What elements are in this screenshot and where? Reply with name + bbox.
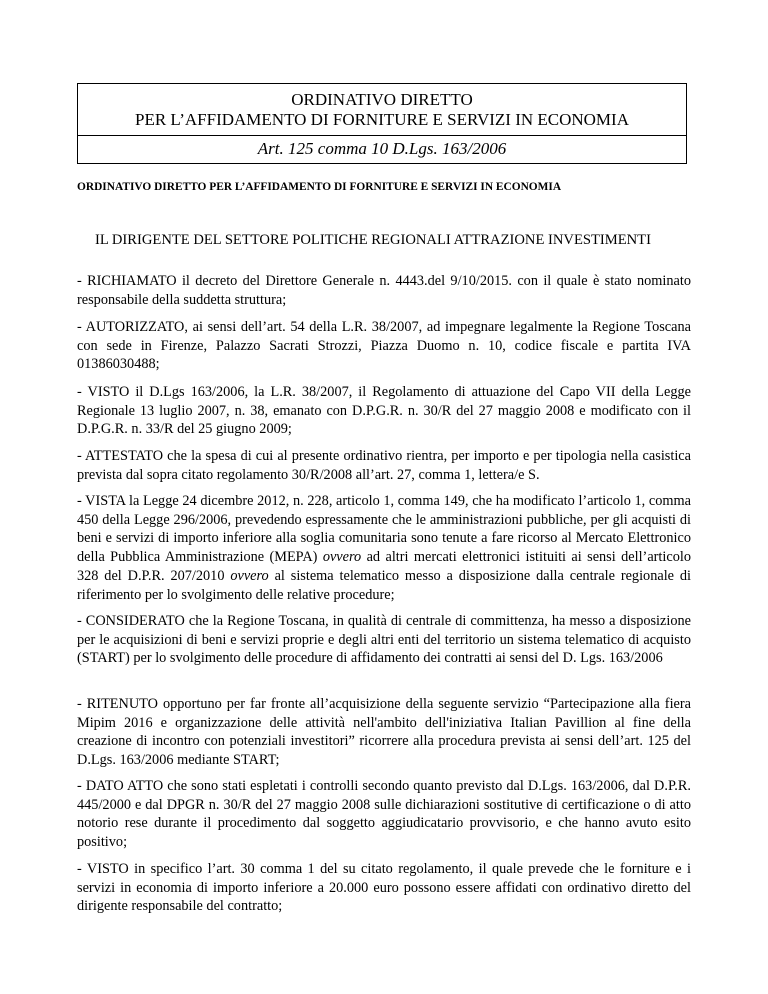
paragraph-dato-atto: - DATO ATTO che sono stati espletati i controlli secondo quanto previsto dal D.Lgs. 163/2006, dal D.P.R. 445/2000 e dal DPGR n. 30/R del 27 maggio 2008 sulle dichiarazioni sostitutive di certificazione o di atto notorio rese durante il procedimento dal soggetto aggiudicatario provvisorio, e che hanno avuto esito positivo;: [77, 778, 691, 851]
paragraph-vista-legge: [77, 492, 691, 604]
paragraph-vista-legge-part-1: - VISTA la Legge 24 dicembre 2012, n. 228, articolo 1, comma 149, che ha modificato l’articolo 1, comma 450 della Legge 296/2006, prevedendo espressamente che le amministrazioni pubbliche, per gli acquisti di beni e servizi di importo inferiore alla soglia comunitaria sono tenute a fare ricorso al Mercato Elettronico della Pubblica Amministrazione (MEPA): [77, 493, 691, 566]
title-line-2: PER L’AFFIDAMENTO DI FORNITURE E SERVIZI IN ECONOMIA: [134, 110, 629, 129]
paragraph-ritenuto: - RITENUTO opportuno per far fronte all’acquisizione della seguente servizio “Partecipazione alla fiera Mipim 2016 e organizzazione delle attività nell'ambito dell'iniziativa Italian Pavillion al fine della creazione di incontro con potenziali investitori” ricorrere alla procedura prevista ai sensi dell’art. 125 del D.Lgs. 163/2006 mediante START;: [77, 696, 691, 769]
title-legal-reference: Art. 125 comma 10 D.Lgs. 163/2006: [257, 139, 507, 158]
paragraph-vista-legge-part-2: ad altri mercati elettronici istituiti ai sensi dell’articolo 328 del D.P.R. 207/2010: [77, 549, 691, 584]
paragraph-vista-legge-ovvero-1: ovvero: [322, 549, 362, 566]
paragraph-vista-legge-part-3: al sistema telematico messo a disposizione dalla centrale regionale di riferimento per lo svolgimento delle relative procedure;: [77, 567, 691, 603]
paragraph-richiamato: - RICHIAMATO il decreto del Direttore Generale n. 4443.del 9/10/2015. con il quale è stato nominato responsabile della suddetta struttura;: [77, 273, 691, 308]
document-subtitle: ORDINATIVO DIRETTO PER L’AFFIDAMENTO DI FORNITURE E SERVIZI IN ECONOMIA: [77, 181, 562, 193]
paragraph-autorizzato: - AUTORIZZATO, ai sensi dell’art. 54 della L.R. 38/2007, ad impegnare legalmente la Regione Toscana con sede in Firenze, Palazzo Sacrati Strozzi, Piazza Duomo n. 10, codice fiscale e partita IVA 01386030488;: [77, 319, 691, 373]
paragraph-vista-legge-ovvero-2: ovvero: [230, 567, 269, 584]
title-box: [77, 83, 687, 164]
paragraph-visto-dlgs: - VISTO il D.Lgs 163/2006, la L.R. 38/2007, il Regolamento di attuazione del Capo VII della Legge Regionale 13 luglio 2007, n. 38, emanato con D.P.G.R. n. 30/R del 27 maggio 2008 e modificato con il D.P.G.R. n. 33/R del 25 giugno 2009;: [77, 384, 691, 438]
issuer-heading: IL DIRIGENTE DEL SETTORE POLITICHE REGIONALI ATTRAZIONE INVESTIMENTI: [95, 232, 651, 248]
paragraph-attestato: - ATTESTATO che la spesa di cui al presente ordinativo rientra, per importo e per tipologia nella casistica prevista dal sopra citato regolamento 30/R/2008 all’art. 27, comma 1, lettera/e S.: [77, 448, 691, 483]
paragraph-visto-art30: - VISTO in specifico l’art. 30 comma 1 del su citato regolamento, il quale prevede che le forniture e i servizi in economia di importo inferiore a 20.000 euro possono essere affidati con ordinativo diretto del dirigente responsabile del contratto;: [77, 861, 691, 915]
paragraph-considerato: - CONSIDERATO che la Regione Toscana, in qualità di centrale di committenza, ha messo a disposizione per le acquisizioni di beni e servizi proprie e degli altri enti del territorio un sistema telematico di acquisto (START) per lo svolgimento delle procedure di affidamento dei contratti ai sensi del D. Lgs. 163/2006: [77, 613, 691, 667]
title-divider: [78, 135, 686, 136]
title-line-1: ORDINATIVO DIRETTO: [291, 90, 473, 109]
